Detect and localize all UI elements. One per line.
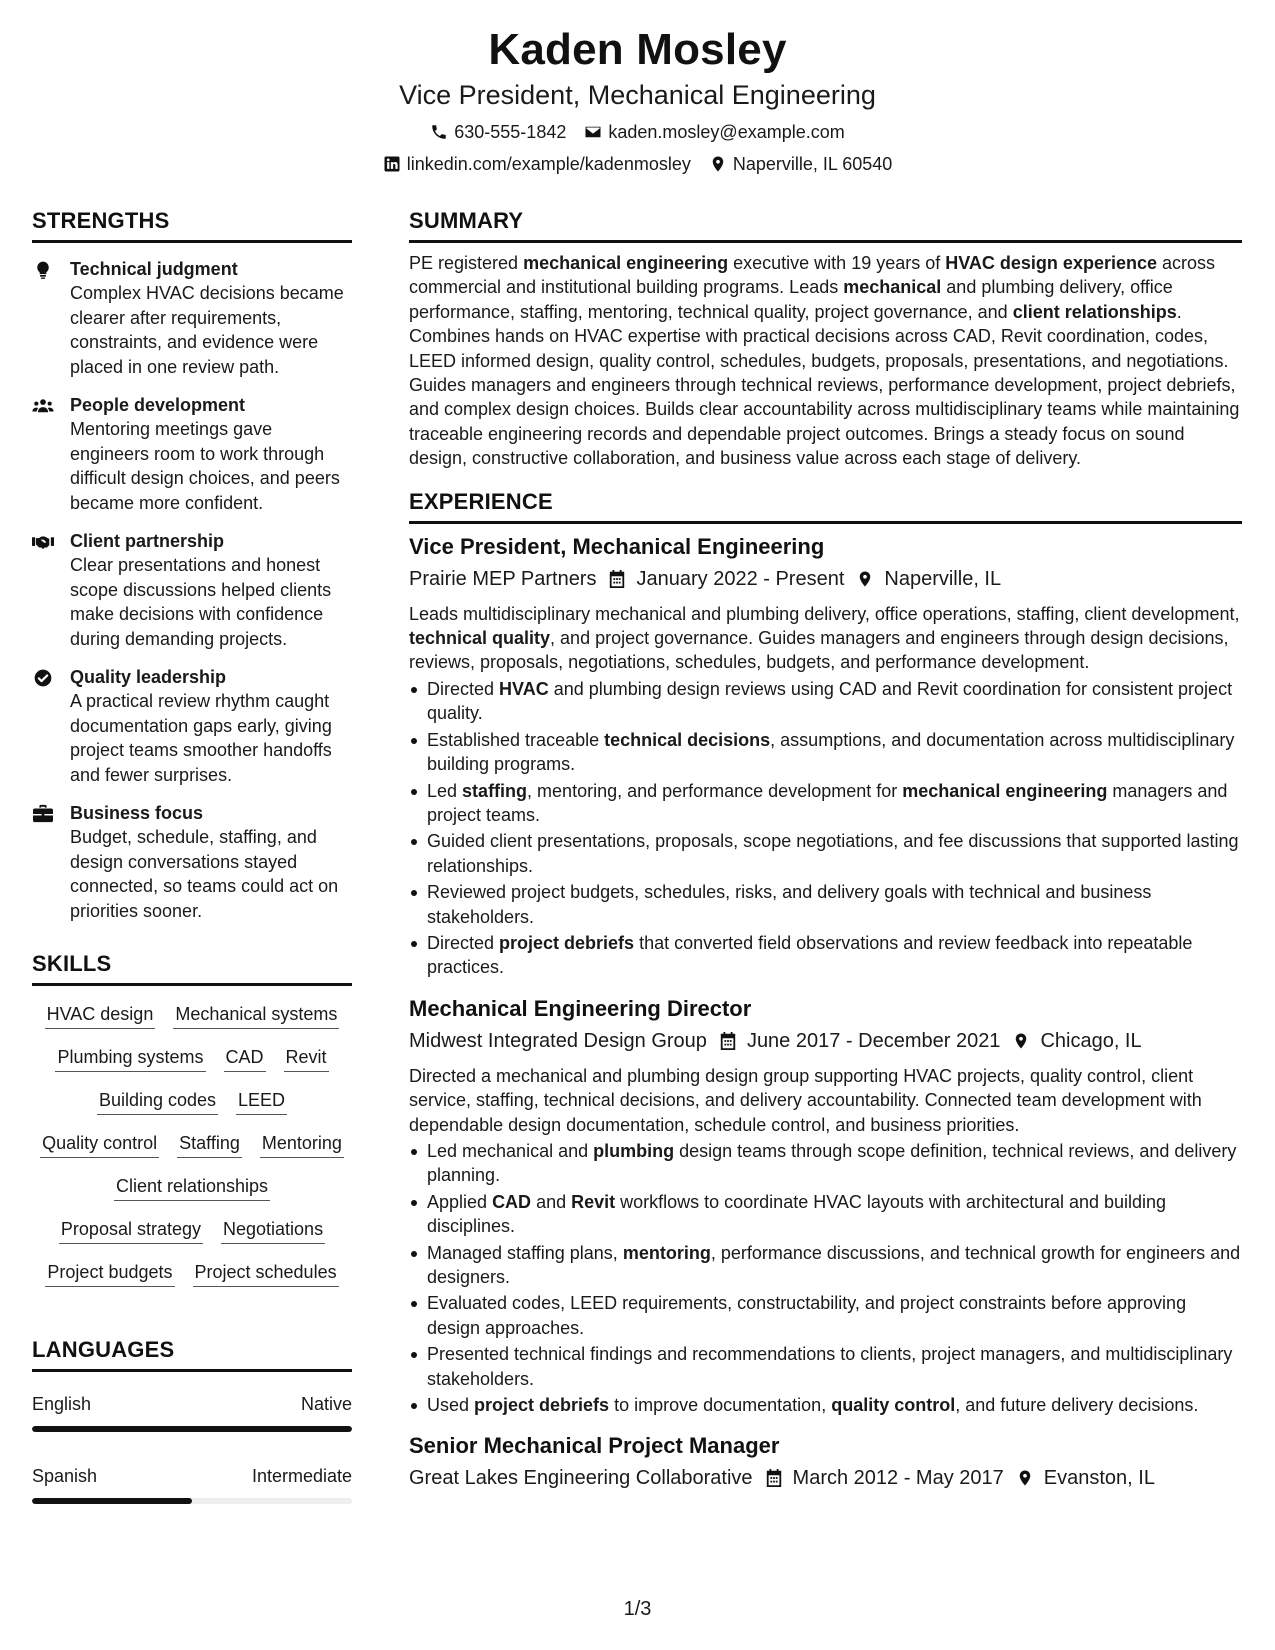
- job-location: Naperville, IL: [856, 564, 1001, 594]
- strength-body: [70, 393, 352, 515]
- job-bullet: Led mechanical and plumbing design teams through scope definition, technical reviews, and delivery planning.: [409, 1139, 1242, 1188]
- location-text: Naperville, IL 60540: [732, 154, 893, 174]
- language-row: [32, 1392, 352, 1416]
- strength-item: [32, 665, 352, 787]
- strength-item: [32, 529, 352, 651]
- candidate-title: Vice President, Mechanical Engineering: [399, 80, 876, 110]
- strength-body: [70, 257, 352, 379]
- skill-tag: LEED: [236, 1088, 287, 1115]
- job-dates: January 2022 - Present: [608, 564, 844, 594]
- map-pin-icon: [709, 155, 727, 173]
- phone-contact: [430, 120, 566, 144]
- skill-tag: Project budgets: [45, 1260, 174, 1287]
- job-bullet: Evaluated codes, LEED requirements, constructability, and project constraints before approving design approaches.: [409, 1291, 1242, 1340]
- linkedin-icon: [383, 155, 401, 173]
- map-pin-icon: [1012, 1031, 1030, 1051]
- experience-list: [409, 532, 1242, 1494]
- calendar-icon: [719, 1031, 737, 1051]
- strength-item: [32, 257, 352, 379]
- job-title: Vice President, Mechanical Engineering: [409, 533, 825, 559]
- strength-title: Business focus: [70, 803, 204, 823]
- job-bullet: Established traceable technical decisions, assumptions, and documentation across multidisciplinary building programs.: [409, 728, 1242, 777]
- job-title: Mechanical Engineering Director: [409, 995, 752, 1021]
- strengths-list: [32, 257, 352, 923]
- language-level: Native: [300, 1394, 352, 1414]
- languages-heading: LANGUAGES: [32, 1335, 352, 1372]
- skill-tag: Revit: [284, 1045, 329, 1072]
- job-bullet: Used project debriefs to improve documentation, quality control, and future delivery decisions.: [409, 1393, 1242, 1417]
- job-entry: [409, 1431, 1242, 1493]
- contact-row-2: [0, 152, 1275, 176]
- linkedin-text[interactable]: linkedin.com/example/kadenmosley: [406, 154, 691, 174]
- strength-desc: Budget, schedule, staffing, and design conversations stayed connected, so teams could act on priorities sooner.: [70, 827, 339, 921]
- languages-list: [32, 1392, 352, 1504]
- strength-body: [70, 665, 352, 787]
- job-bullet: Applied CAD and Revit workflows to coordinate HVAC layouts with architectural and building disciplines.: [409, 1190, 1242, 1239]
- map-pin-icon: [1016, 1468, 1034, 1488]
- location-contact: [709, 152, 892, 176]
- strength-title: People development: [70, 395, 246, 415]
- job-entry: [409, 532, 1242, 980]
- skills-list: [32, 986, 352, 1287]
- job-bullet: Presented technical findings and recommendations to clients, project managers, and multidisciplinary stakeholders.: [409, 1342, 1242, 1391]
- strength-desc: A practical review rhythm caught documentation gaps early, giving project teams smoother handoffs and fewer surprises.: [70, 691, 332, 785]
- job-bullet: Guided client presentations, proposals, scope negotiations, and fee discussions that supported lasting relationships.: [409, 829, 1242, 878]
- language-proficiency-fill: [32, 1498, 192, 1504]
- job-bullet: Reviewed project budgets, schedules, risks, and delivery goals with technical and business stakeholders.: [409, 880, 1242, 929]
- strength-desc: Complex HVAC decisions became clearer after requirements, constraints, and evidence were placed in one review path.: [70, 283, 344, 377]
- skill-tag: Quality control: [40, 1131, 159, 1158]
- language-proficiency-bar: [32, 1426, 352, 1432]
- job-bullet: Managed staffing plans, mentoring, performance discussions, and technical growth for engineers and designers.: [409, 1241, 1242, 1290]
- strength-title: Quality leadership: [70, 667, 227, 687]
- job-description: Directed a mechanical and plumbing design group supporting HVAC projects, quality control, client service, staffing, technical decisions, and delivery accountability. Connected team development with dependable design documentation, schedule control, and business priorities.: [409, 1065, 1202, 1135]
- language-proficiency-bar: [32, 1498, 352, 1504]
- job-company: Prairie MEP Partners: [409, 567, 597, 590]
- handshake-icon: [32, 529, 56, 651]
- job-meta: [409, 564, 1242, 594]
- email-text[interactable]: kaden.mosley@example.com: [608, 122, 845, 142]
- job-company: Midwest Integrated Design Group: [409, 1029, 707, 1052]
- job-bullet: Led staffing, mentoring, and performance development for mechanical engineering managers and project teams.: [409, 779, 1242, 828]
- job-location: Evanston, IL: [1016, 1463, 1155, 1493]
- experience-heading: EXPERIENCE: [409, 487, 1242, 524]
- strength-body: [70, 529, 352, 651]
- language-level: Intermediate: [251, 1466, 352, 1486]
- job-bullet: Directed HVAC and plumbing design reviews using CAD and Revit coordination for consistent project quality.: [409, 677, 1242, 726]
- skill-tag: Staffing: [177, 1131, 242, 1158]
- skill-tag: CAD: [224, 1045, 266, 1072]
- job-location: Chicago, IL: [1012, 1026, 1141, 1056]
- skill-tag: Negotiations: [221, 1217, 325, 1244]
- strength-body: [70, 801, 352, 923]
- job-bullet: Directed project debriefs that converted field observations and review feedback into repeatable practices.: [409, 931, 1242, 980]
- skill-tag: Mechanical systems: [173, 1002, 339, 1029]
- summary-text: PE registered mechanical engineering executive with 19 years of HVAC design experience across commercial and institutional building programs. Leads mechanical and plumbing delivery, office performance, staffing, mentoring, technical quality, project governance, and client relationships. Combines hands on HVAC expertise with practical decisions across CAD, Revit coordination, codes, LEED informed design, quality control, schedules, budgets, proposals, presentations, and negotiations. Guides managers and engineers through technical reviews, performance development, project debriefs, and complex design choices. Builds clear accountability across multidisciplinary teams while maintaining traceable engineering records and dependable project outcomes. Brings a steady focus on sound design, constructive collaboration, and business value across each stage of delivery.: [409, 253, 1240, 469]
- calendar-icon: [608, 569, 626, 589]
- right-column: [409, 206, 1242, 1493]
- job-entry: [409, 994, 1242, 1418]
- job-description: Leads multidisciplinary mechanical and plumbing delivery, office operations, staffing, client development, technical quality, and project governance. Guides managers and engineers through design decisions, reviews, proposals, negotiations, schedules, budgets, and performance development.: [409, 603, 1240, 673]
- briefcase-icon: [32, 801, 56, 923]
- job-meta: [409, 1026, 1242, 1056]
- job-dates: March 2012 - May 2017: [765, 1463, 1004, 1493]
- phone-text: 630-555-1842: [454, 122, 567, 142]
- strength-desc: Clear presentations and honest scope discussions helped clients make decisions with confidence during demanding projects.: [70, 555, 332, 649]
- check-circle-icon: [32, 665, 56, 787]
- language-item: [32, 1464, 352, 1504]
- job-bullets: [409, 1139, 1242, 1417]
- strengths-heading: STRENGTHS: [32, 206, 352, 243]
- skills-heading: SKILLS: [32, 949, 352, 986]
- language-name: English: [32, 1394, 92, 1414]
- lightbulb-icon: [32, 257, 56, 379]
- skill-tag: Proposal strategy: [59, 1217, 203, 1244]
- users-icon: [32, 393, 56, 515]
- email-contact[interactable]: [584, 120, 844, 144]
- contact-row-1: [0, 120, 1275, 144]
- resume-header: [0, 22, 1275, 176]
- job-dates: June 2017 - December 2021: [719, 1026, 1001, 1056]
- skill-tag: Mentoring: [260, 1131, 344, 1158]
- page-number: 1/3: [623, 1598, 652, 1620]
- map-pin-icon: [856, 569, 874, 589]
- strength-title: Client partnership: [70, 531, 225, 551]
- language-name: Spanish: [32, 1466, 98, 1486]
- strength-item: [32, 393, 352, 515]
- skill-tag: Building codes: [97, 1088, 218, 1115]
- skill-tag: Plumbing systems: [55, 1045, 205, 1072]
- strength-item: [32, 801, 352, 923]
- language-row: [32, 1464, 352, 1488]
- skill-tag: HVAC design: [45, 1002, 156, 1029]
- job-company: Great Lakes Engineering Collaborative: [409, 1467, 753, 1490]
- envelope-icon: [584, 123, 602, 141]
- candidate-name: Kaden Mosley: [488, 25, 787, 74]
- job-bullets: [409, 677, 1242, 980]
- skill-tag: Client relationships: [114, 1174, 270, 1201]
- left-column: [32, 206, 352, 1504]
- job-title: Senior Mechanical Project Manager: [409, 1433, 780, 1459]
- skill-tag: Project schedules: [193, 1260, 339, 1287]
- strength-title: Technical judgment: [70, 259, 238, 279]
- strength-desc: Mentoring meetings gave engineers room to work through difficult design choices, and peers became more confident.: [70, 419, 340, 513]
- phone-icon: [430, 123, 448, 141]
- language-proficiency-fill: [32, 1426, 352, 1432]
- job-meta: [409, 1463, 1242, 1493]
- summary-heading: SUMMARY: [409, 206, 1242, 243]
- linkedin-contact[interactable]: [383, 152, 691, 176]
- calendar-icon: [765, 1468, 783, 1488]
- language-item: [32, 1392, 352, 1432]
